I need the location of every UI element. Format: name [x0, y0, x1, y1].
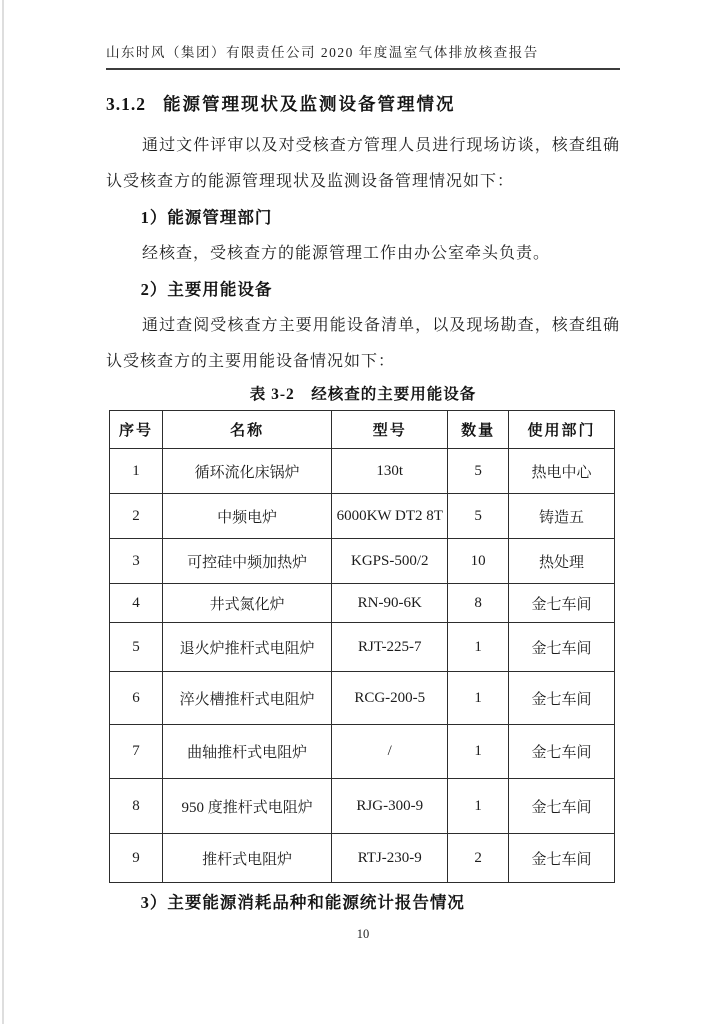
table-cell: 1	[448, 623, 509, 672]
table-cell: 金七车间	[508, 672, 614, 725]
column-header-quantity: 数量	[448, 411, 509, 449]
running-header-text: 山东时风（集团）有限责任公司 2020 年度温室气体排放核查报告	[106, 45, 539, 60]
table-cell: 5	[448, 494, 509, 539]
column-header-index: 序号	[110, 411, 163, 449]
table-cell: 中频电炉	[163, 494, 332, 539]
table-cell: 130t	[332, 449, 448, 494]
document-page	[106, 0, 620, 943]
table-cell: 推杆式电阻炉	[163, 834, 332, 883]
table-cell: 淬火槽推杆式电阻炉	[163, 672, 332, 725]
table-cell: 2	[110, 494, 163, 539]
table-cell: 井式氮化炉	[163, 584, 332, 623]
table-cell: 1	[448, 779, 509, 834]
subheading-energy-consumption: 3）主要能源消耗品种和能源统计报告情况	[140, 893, 465, 912]
table-caption: 表 3-2 经核查的主要用能设备	[249, 386, 477, 403]
table-cell: 7	[110, 725, 163, 779]
table-cell: 金七车间	[508, 623, 614, 672]
main-equipment-paragraph: 通过查阅受核查方主要用能设备清单，以及现场勘查，核查组确认受核查方的主要用能设备情况如下：	[106, 317, 620, 370]
table-cell: 金七车间	[508, 725, 614, 779]
table-cell: 铸造五	[508, 494, 614, 539]
table-cell: 金七车间	[508, 584, 614, 623]
column-header-model: 型号	[332, 411, 448, 449]
table-cell: 金七车间	[508, 779, 614, 834]
table-cell: 可控硅中频加热炉	[163, 539, 332, 584]
table-row	[110, 494, 615, 539]
table-cell: 5	[110, 623, 163, 672]
scan-edge-artifact	[2, 0, 4, 1024]
table-header-row	[110, 411, 615, 449]
table-cell: 1	[110, 449, 163, 494]
table-cell: RJT-225-7	[332, 623, 448, 672]
energy-dept-paragraph: 经核查，受核查方的能源管理工作由办公室牵头负责。	[142, 245, 551, 262]
table-cell: 热电中心	[508, 449, 614, 494]
column-header-department: 使用部门	[508, 411, 614, 449]
table-cell: 6000KW DT2 8T	[332, 494, 448, 539]
table-cell: 1	[448, 672, 509, 725]
table-cell: 950 度推杆式电阻炉	[163, 779, 332, 834]
table-row	[110, 672, 615, 725]
table-row	[110, 584, 615, 623]
table-cell: 2	[448, 834, 509, 883]
table-cell: 4	[110, 584, 163, 623]
table-cell: 3	[110, 539, 163, 584]
table-cell: KGPS-500/2	[332, 539, 448, 584]
table-row	[110, 725, 615, 779]
table-row	[110, 539, 615, 584]
table-cell: RCG-200-5	[332, 672, 448, 725]
table-cell: 9	[110, 834, 163, 883]
section-heading	[106, 90, 620, 118]
table-cell: RN-90-6K	[332, 584, 448, 623]
table-cell: RTJ-230-9	[332, 834, 448, 883]
table-cell: 曲轴推杆式电阻炉	[163, 725, 332, 779]
subheading-energy-dept: 1）能源管理部门	[140, 208, 273, 227]
subheading-main-equipment: 2）主要用能设备	[140, 280, 273, 299]
equipment-table	[109, 410, 615, 883]
table-cell: 6	[110, 672, 163, 725]
table-cell: 循环流化床锅炉	[163, 449, 332, 494]
table-cell: /	[332, 725, 448, 779]
running-header	[106, 44, 620, 70]
section-number: 3.1.2	[106, 94, 146, 114]
section-title: 能源管理现状及监测设备管理情况	[163, 94, 456, 114]
table-cell: 5	[448, 449, 509, 494]
table-cell: 10	[448, 539, 509, 584]
table-cell: 8	[448, 584, 509, 623]
table-row	[110, 449, 615, 494]
table-cell: 1	[448, 725, 509, 779]
table-cell: RJG-300-9	[332, 779, 448, 834]
table-row	[110, 834, 615, 883]
table-row	[110, 623, 615, 672]
page-number: 10	[356, 927, 370, 941]
column-header-name: 名称	[163, 411, 332, 449]
table-body	[110, 449, 615, 883]
table-cell: 热处理	[508, 539, 614, 584]
table-cell: 退火炉推杆式电阻炉	[163, 623, 332, 672]
intro-paragraph: 通过文件评审以及对受核查方管理人员进行现场访谈，核查组确认受核查方的能源管理现状及监测设备管理情况如下：	[106, 137, 620, 190]
table-cell: 金七车间	[508, 834, 614, 883]
table-row	[110, 779, 615, 834]
table-cell: 8	[110, 779, 163, 834]
